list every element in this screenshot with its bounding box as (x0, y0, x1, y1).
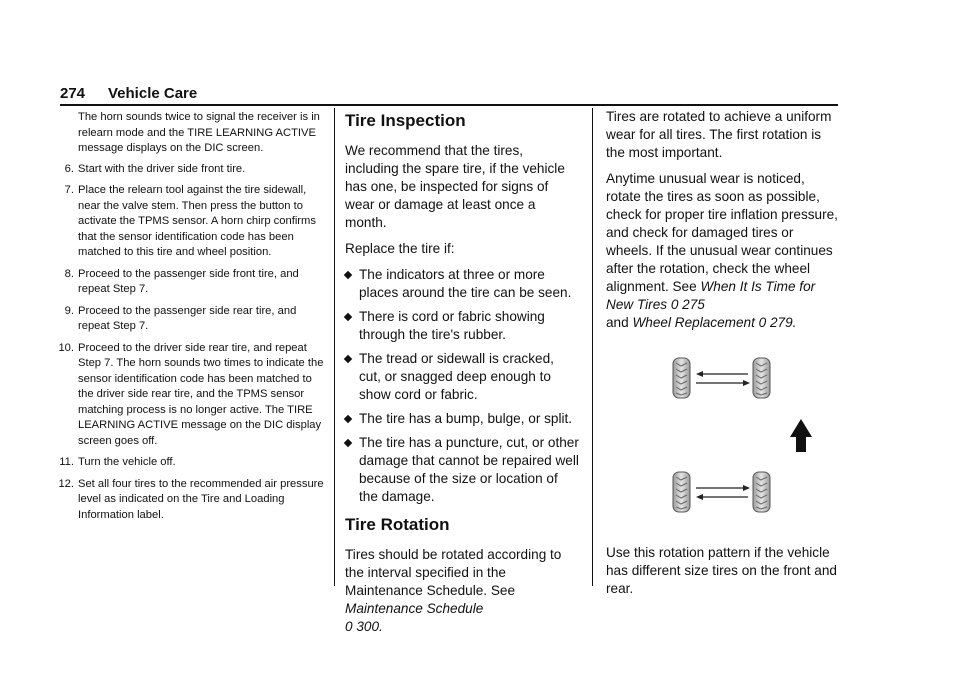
page-reference[interactable]: 0 275 (670, 297, 705, 312)
tire-rotation-heading: Tire Rotation (345, 515, 450, 534)
list-item (345, 350, 579, 404)
unusual-wear-paragraph (606, 170, 840, 332)
left-column (60, 110, 326, 529)
step-text: Turn the vehicle off. (78, 456, 176, 468)
step-number: 8. (64, 267, 74, 280)
bullet-text: The indicators at three or more places around the tire can be seen. (359, 267, 572, 300)
step-continuation: The horn sounds twice to signal the receiver is in relearn mode and the TIRE LEARNING ACTIVE message displays on the DIC screen. (78, 111, 320, 154)
step-number: 7. (64, 184, 74, 196)
step-text: Proceed to the passenger side rear tire, and repeat Step 7. (78, 304, 297, 332)
bullet-diamond-icon (344, 355, 352, 363)
step-item (60, 304, 326, 335)
step-item (60, 455, 326, 471)
list-item (345, 434, 579, 506)
and-text: and (606, 315, 633, 330)
bullet-diamond-icon (344, 313, 352, 321)
rear-swap-arrows-icon (696, 485, 750, 500)
bullet-text: The tread or sidewall is cracked, cut, or snagged deep enough to show cord or fabric. (359, 351, 554, 402)
replace-intro: Replace the tire if: (345, 241, 455, 256)
bullet-text: There is cord or fabric showing through the tire's rubber. (359, 309, 545, 342)
replace-conditions-list (345, 266, 579, 506)
step-item (60, 267, 326, 298)
maintenance-schedule-link[interactable]: Maintenance Schedule (345, 601, 484, 616)
tire-inspection-heading: Tire Inspection (345, 111, 466, 130)
column-divider-left (334, 108, 335, 586)
column-divider-right (592, 108, 593, 586)
bullet-diamond-icon (344, 439, 352, 447)
step-text: Set all four tires to the recommended air pressure level as indicated on the Tire and Loading Information label. (78, 477, 324, 521)
page-header (60, 82, 838, 106)
inspection-paragraph: We recommend that the tires, including the spare tire, if the vehicle has one, be inspected for signs of wear or damage at least once a month. (345, 143, 565, 230)
step-number: 6. (64, 162, 74, 175)
list-item (345, 266, 579, 302)
rotation-paragraph (345, 546, 579, 636)
list-item (345, 308, 579, 344)
rear-right-tire-icon (753, 472, 770, 512)
bullet-diamond-icon (344, 415, 352, 423)
bullet-text: The tire has a puncture, cut, or other damage that cannot be repaired well because of the size or location of the damage. (359, 435, 579, 504)
diagram-caption: Use this rotation pattern if the vehicle has different size tires on the front and rear. (606, 545, 837, 596)
page-number: 274 (60, 85, 86, 102)
front-right-tire-icon (753, 358, 770, 398)
step-item (60, 477, 326, 524)
step-text: Start with the driver side front tire. (78, 162, 246, 175)
front-swap-arrows-icon (696, 371, 750, 386)
step-item (60, 341, 326, 450)
unusual-wear-text: Anytime unusual wear is noticed, rotate the tires as soon as possible, check for proper tire inflation pressure, and check for damaged tires or wheels. If the unusual wear continues after the rotation, check the wheel alignment. See (606, 171, 838, 294)
step-number: 9. (64, 304, 74, 317)
bullet-diamond-icon (344, 271, 352, 279)
step-item (60, 183, 326, 261)
tire-rotation-diagram (606, 344, 840, 534)
step-text: Proceed to the driver side rear tire, and repeat Step 7. The horn sounds two times to indicate the sensor identification code has been matched to the driver side rear tire, and the TPMS sensor matching process is no longer active. The TIRE LEARNING ACTIVE message on the DIC display screen goes off. (78, 341, 324, 447)
right-column (606, 108, 840, 606)
bullet-text: The tire has a bump, bulge, or split. (359, 411, 573, 426)
new-tires-link[interactable]: When It Is Time for New Tires (606, 279, 816, 312)
step-number: 11. (59, 456, 74, 468)
page-reference[interactable]: 0 279. (758, 315, 797, 330)
rotation-purpose-paragraph: Tires are rotated to achieve a uniform wear for all tires. The first rotation is the most important. (606, 109, 832, 160)
wheel-replacement-link[interactable]: Wheel Replacement (632, 315, 755, 330)
middle-column (345, 108, 579, 644)
step-number: 12. (58, 477, 74, 490)
section-title: Vehicle Care (108, 85, 198, 102)
front-left-tire-icon (673, 358, 690, 398)
list-item (345, 410, 579, 428)
step-item (60, 162, 326, 178)
step-text: Place the relearn tool against the tire sidewall, near the valve stem. Then press the button to activate the TPMS sensor. A horn chirp confirms that the sensor identification code has been matched to this tire and wheel position. (78, 184, 316, 258)
rear-left-tire-icon (673, 472, 690, 512)
rotation-pattern-svg (606, 344, 840, 534)
forward-direction-arrow-icon (790, 419, 812, 452)
step-number: 10. (58, 341, 74, 354)
page-reference[interactable]: 0 300. (345, 619, 383, 634)
rotation-text: Tires should be rotated according to the interval specified in the Maintenance Schedule. See (345, 547, 562, 598)
step-text: Proceed to the passenger side front tire, and repeat Step 7. (78, 267, 299, 295)
